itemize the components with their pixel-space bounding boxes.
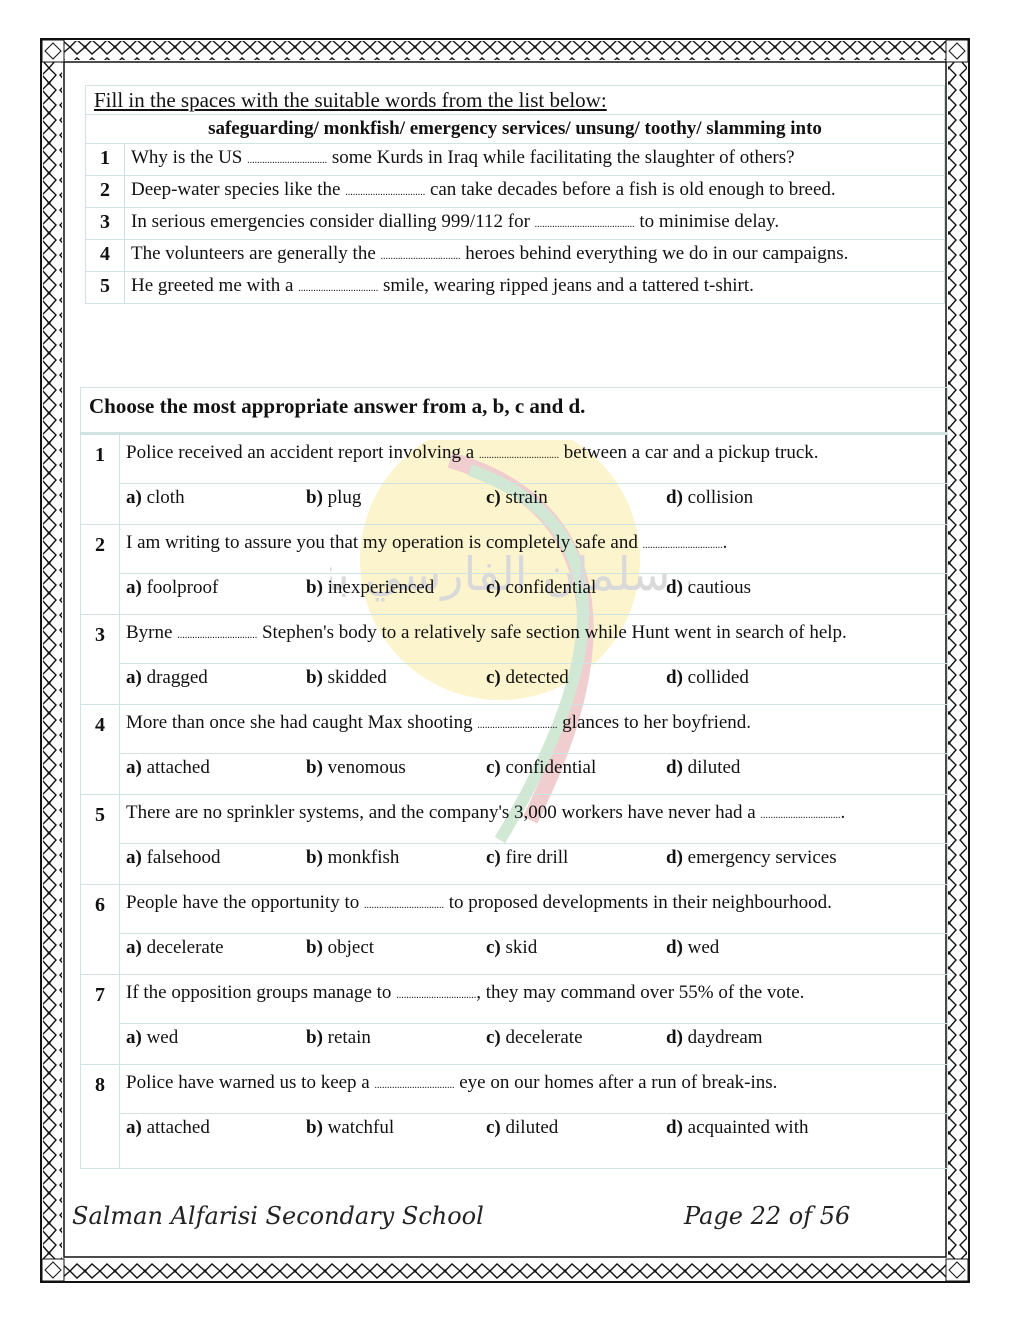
question-row: [81, 885, 948, 934]
question-text: Byrne ................................ Stephen's body to a relatively safe section while Hunt went in search of help.: [120, 615, 948, 664]
fill-in-item: [86, 272, 945, 304]
item-number: 2: [86, 176, 125, 208]
answer-blank: ................................: [396, 990, 477, 1001]
question-row: [81, 615, 948, 664]
option-c[interactable]: c) diluted: [486, 1117, 559, 1138]
answer-blank: ................................: [374, 1080, 455, 1091]
fill-in-instructions: Fill in the spaces with the suitable words from the list below:: [86, 86, 945, 115]
fill-in-item: [86, 240, 945, 272]
option-d[interactable]: d) daydream: [666, 1027, 763, 1048]
answer-blank[interactable]: ........................................: [534, 219, 635, 230]
question-number: 2: [81, 525, 120, 615]
answer-blank[interactable]: ................................: [247, 155, 328, 166]
item-sentence: Deep-water species like the ................................ can take decades before a fish is old enough to breed.: [125, 176, 945, 208]
option-c[interactable]: c) decelerate: [486, 1027, 583, 1048]
options-row: [81, 484, 948, 525]
options-row: [81, 664, 948, 705]
answer-blank: ................................: [642, 540, 723, 551]
answer-blank[interactable]: ................................: [345, 187, 426, 198]
question-text: More than once she had caught Max shooting ................................ glances to her boyfriend.: [120, 705, 948, 754]
item-number: 5: [86, 272, 125, 304]
fill-in-table: [85, 85, 945, 304]
question-number: 8: [81, 1065, 120, 1169]
question-number: 4: [81, 705, 120, 795]
item-number: 4: [86, 240, 125, 272]
option-c[interactable]: c) strain: [486, 487, 548, 508]
question-text: I am writing to assure you that my operation is completely safe and .................................: [120, 525, 948, 574]
question-number: 1: [81, 434, 120, 525]
option-b[interactable]: b) inexperienced: [306, 577, 435, 598]
option-b[interactable]: b) object: [306, 937, 375, 958]
fill-in-item: [86, 208, 945, 240]
question-text: There are no sprinkler systems, and the company's 3,000 workers have never had a .................................: [120, 795, 948, 844]
item-sentence: Why is the US ................................ some Kurds in Iraq while facilitating the slaughter of others?: [125, 144, 945, 176]
question-text: Police have warned us to keep a ................................ eye on our homes after a run of break-ins.: [120, 1065, 948, 1114]
options-row: [81, 1024, 948, 1065]
option-d[interactable]: d) diluted: [666, 757, 741, 778]
options-row: [81, 844, 948, 885]
answer-blank: ................................: [478, 450, 559, 461]
item-sentence: He greeted me with a ................................ smile, wearing ripped jeans and a tattered t-shirt.: [125, 272, 945, 304]
option-d[interactable]: d) collision: [666, 487, 754, 508]
word-list: safeguarding/ monkfish/ emergency services/ unsung/ toothy/ slamming into: [86, 115, 945, 144]
option-a[interactable]: a) foolproof: [126, 577, 219, 598]
answer-blank[interactable]: ................................: [380, 251, 461, 262]
fill-in-item: [86, 176, 945, 208]
question-row: [81, 434, 948, 484]
options-row: [81, 754, 948, 795]
option-b[interactable]: b) monkfish: [306, 847, 400, 868]
option-a[interactable]: a) dragged: [126, 667, 208, 688]
option-b[interactable]: b) retain: [306, 1027, 371, 1048]
question-row: [81, 975, 948, 1024]
fill-in-item: [86, 144, 945, 176]
item-sentence: In serious emergencies consider dialling 999/112 for ........................................ to minimise delay.: [125, 208, 945, 240]
option-a[interactable]: a) wed: [126, 1027, 179, 1048]
footer-page-number: Page 22 of 56: [684, 1202, 851, 1230]
question-number: 7: [81, 975, 120, 1065]
answer-blank: ................................: [177, 630, 258, 641]
question-text: Police received an accident report involving a ................................ between a car and a pickup truck.: [120, 434, 948, 484]
options-row: [81, 934, 948, 975]
question-text: If the opposition groups manage to ................................, they may command over 55% of the vote.: [120, 975, 948, 1024]
question-row: [81, 525, 948, 574]
option-c[interactable]: c) confidential: [486, 577, 597, 598]
option-d[interactable]: d) cautious: [666, 577, 751, 598]
item-number: 3: [86, 208, 125, 240]
answer-blank: ................................: [477, 720, 558, 731]
option-a[interactable]: a) falsehood: [126, 847, 221, 868]
option-d[interactable]: d) emergency services: [666, 847, 837, 868]
question-number: 5: [81, 795, 120, 885]
answer-blank: ................................: [760, 810, 841, 821]
option-b[interactable]: b) skidded: [306, 667, 387, 688]
question-number: 6: [81, 885, 120, 975]
option-c[interactable]: c) fire drill: [486, 847, 569, 868]
watermark-text: سلمان الفارسي ب: [336, 547, 671, 601]
option-a[interactable]: a) decelerate: [126, 937, 224, 958]
option-c[interactable]: c) skid: [486, 937, 538, 958]
options-row: [81, 574, 948, 615]
option-a[interactable]: a) cloth: [126, 487, 185, 508]
multiple-choice-instructions: Choose the most appropriate answer from a, b, c and d.: [81, 388, 948, 434]
footer-school-name: Salman Alfarisi Secondary School: [72, 1202, 484, 1230]
option-d[interactable]: d) acquainted with: [666, 1117, 809, 1138]
question-row: [81, 795, 948, 844]
answer-blank[interactable]: ................................: [298, 283, 379, 294]
question-text: People have the opportunity to ................................ to proposed developments in their neighbourhood.: [120, 885, 948, 934]
option-a[interactable]: a) attached: [126, 1117, 210, 1138]
option-c[interactable]: c) confidential: [486, 757, 597, 778]
answer-blank: ................................: [363, 900, 444, 911]
option-b[interactable]: b) plug: [306, 487, 362, 508]
question-number: 3: [81, 615, 120, 705]
option-d[interactable]: d) collided: [666, 667, 749, 688]
question-row: [81, 705, 948, 754]
option-c[interactable]: c) detected: [486, 667, 569, 688]
option-a[interactable]: a) attached: [126, 757, 210, 778]
item-number: 1: [86, 144, 125, 176]
multiple-choice-table: [80, 387, 948, 1169]
option-b[interactable]: b) watchful: [306, 1117, 395, 1138]
option-b[interactable]: b) venomous: [306, 757, 406, 778]
item-sentence: The volunteers are generally the ................................ heroes behind everything we do in our campaigns.: [125, 240, 945, 272]
options-row: [81, 1114, 948, 1169]
question-row: [81, 1065, 948, 1114]
option-d[interactable]: d) wed: [666, 937, 720, 958]
